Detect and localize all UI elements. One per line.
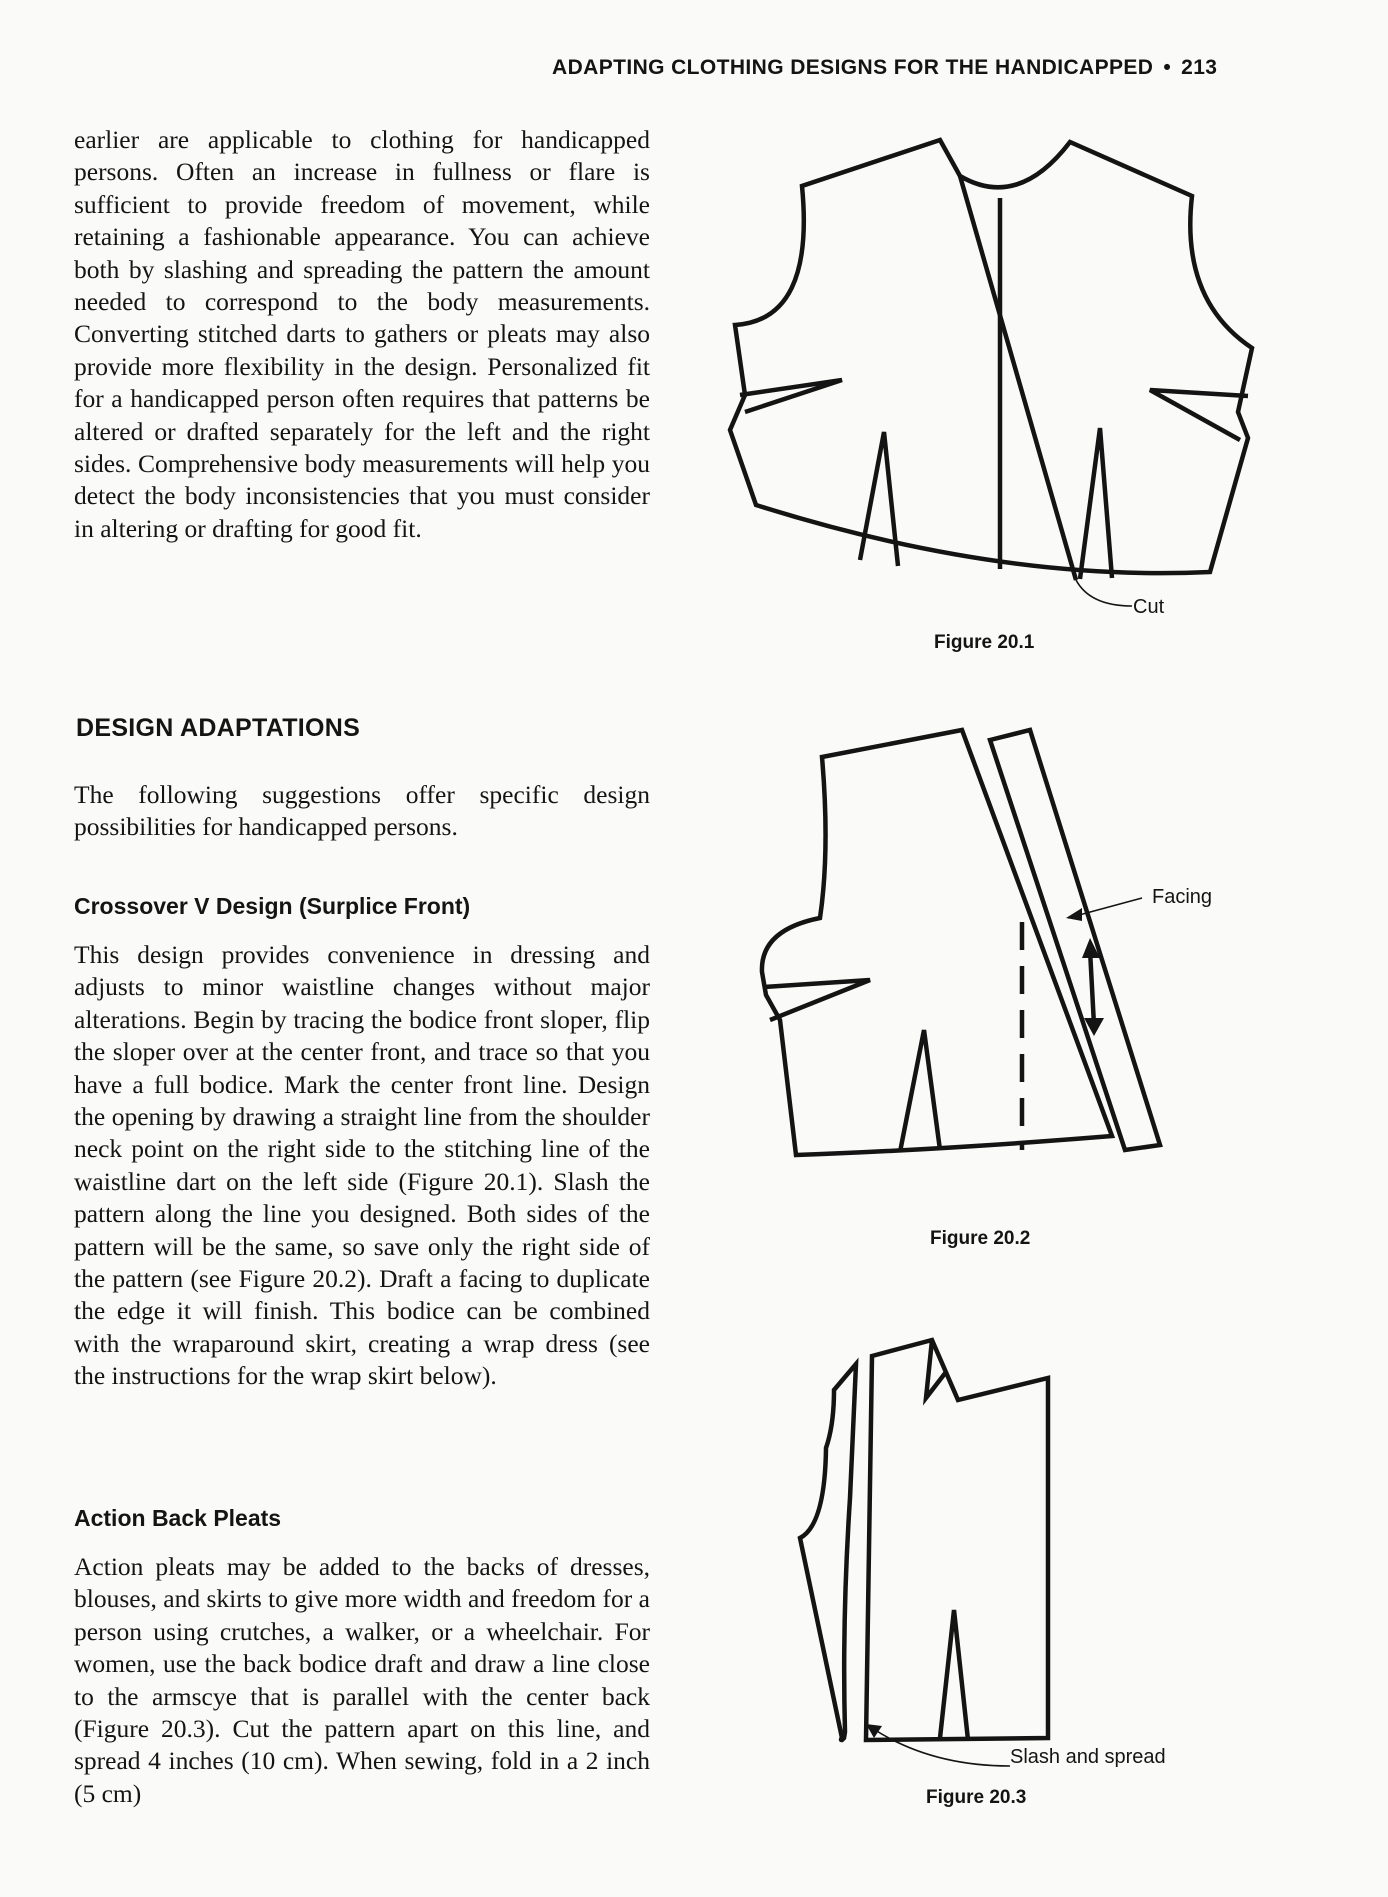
back-waist-dart (940, 1610, 968, 1740)
action-back-heading: Action Back Pleats (74, 1505, 282, 1531)
cut-leader (1076, 580, 1132, 606)
half-waist-dart (900, 1030, 940, 1152)
figure-20-1-caption: Figure 20.1 (934, 632, 1035, 653)
figure-20-2-facing-label: Facing (1152, 886, 1213, 908)
figure-20-1-drawing (730, 140, 1252, 606)
figure-20-3-slash-label: Slash and spread (1010, 1746, 1166, 1768)
running-header-title: ADAPTING CLOTHING DESIGNS FOR THE HANDICAPPED (552, 56, 1154, 79)
figure-20-3-drawing (800, 1340, 1048, 1766)
facing-strip (990, 730, 1160, 1150)
crossover-heading: Crossover V Design (Surplice Front) (74, 893, 471, 919)
figure-20-2-drawing (762, 730, 1160, 1155)
page-number: 213 (1181, 56, 1218, 79)
intro-paragraph: earlier are applicable to clothing for handicapped persons. Often an increase in fullness or flare is sufficient to provide freedom of movement, while retaining a fashionable appearance. You can achieve both by slashing and spreading the pattern the amount needed to correspond to the body measurements. Converting stitched darts to gathers or pleats may also provide more flexibility in the design. Personalized fit for a handicapped person often requires that patterns be altered or drafted separately for the left and the right sides. Comprehensive body measurements will help you detect the body inconsistencies that you must consider in altering or drafting for good fit. (74, 125, 650, 543)
back-bodice-outline (866, 1340, 1048, 1740)
facing-leader-arrow (1066, 908, 1082, 921)
slash-spread-arrow (866, 1724, 882, 1738)
header-bullet: • (1163, 56, 1172, 79)
grainline-arrow-shaft (1090, 950, 1094, 1025)
left-bust-dart (740, 380, 842, 412)
armscye-strip (800, 1364, 856, 1740)
action-back-body: Action pleats may be added to the backs of dresses, blouses, and skirts to give more width and freedom for a person using crutches, a walker, or a wheelchair. For women, use the back bodice draft and draw a line close to the armscye that is parallel with the center back (Figure 20.3). Cut the pattern apart on this line, and spread 4 inches (10 cm). When sewing, fold in a 2 inch (5 cm) (74, 1552, 650, 1808)
figure-20-2-caption: Figure 20.2 (930, 1228, 1031, 1249)
half-bust-dart (764, 980, 870, 1020)
section-heading: DESIGN ADAPTATIONS (76, 714, 361, 742)
bodice-outline (730, 140, 1252, 573)
right-waist-dart (1080, 428, 1112, 579)
right-bust-dart (1150, 390, 1248, 440)
left-waist-dart (860, 432, 898, 566)
figure-20-3-caption: Figure 20.3 (926, 1787, 1027, 1808)
half-bodice-outline (762, 730, 1112, 1155)
crossover-body: This design provides convenience in dressing and adjusts to minor waistline changes without major alterations. Begin by tracing the bodice front sloper, flip the sloper over at the center front, and trace so that you have a full bodice. Mark the center front line. Design the opening by drawing a straight line from the shoulder neck point on the right side to the stitching line of the waistline dart on the left side (Figure 20.1). Slash the pattern along the line you designed. Both sides of the pattern will be the same, so save only the right side of the pattern (see Figure 20.2). Draft a facing to duplicate the edge it will finish. This bodice can be combined with the wraparound skirt, creating a wrap dress (see the instructions for the wrap skirt below). (74, 940, 650, 1391)
figure-20-1-cut-label: Cut (1133, 596, 1165, 618)
crossover-line (960, 176, 1076, 580)
section-intro: The following suggestions offer specific design possibilities for handicapped persons. (74, 780, 650, 842)
